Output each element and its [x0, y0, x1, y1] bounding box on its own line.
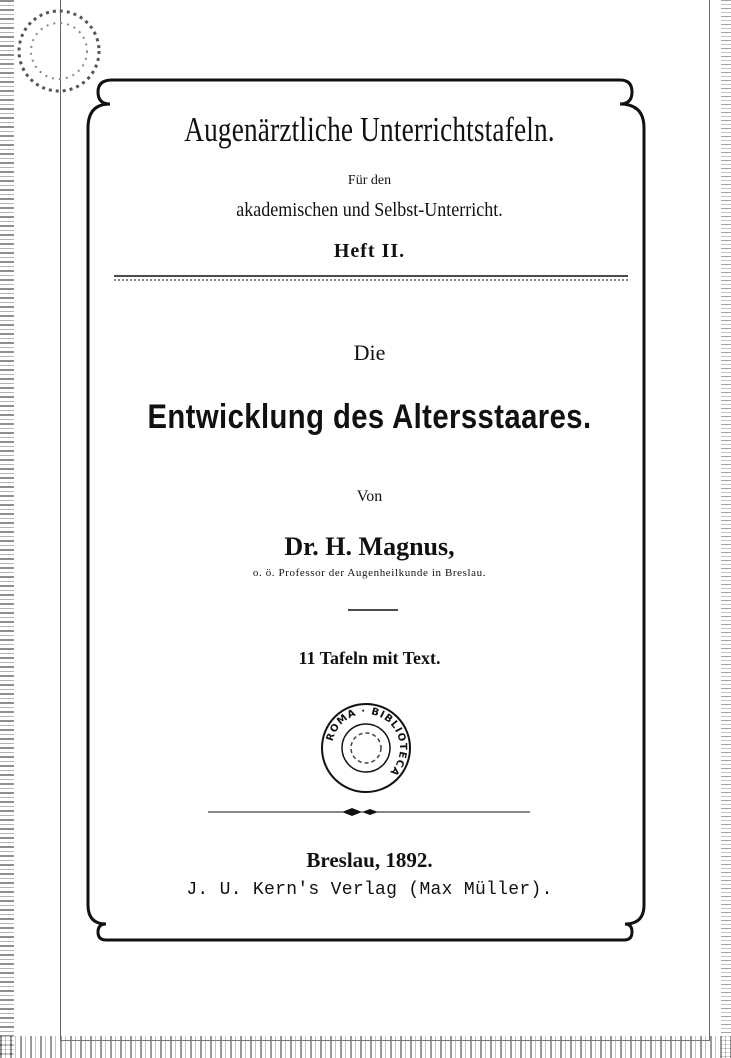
issue-number: Heft II.: [333, 240, 406, 262]
subtitle: akademischen und Selbst-Unterricht.: [236, 199, 503, 221]
series-title: Augenärztliche Unterrichtstafeln.: [184, 110, 555, 149]
main-title: Entwicklung des Altersstaares.: [147, 398, 592, 436]
article-prefix: Die: [353, 340, 386, 365]
library-stamp: [318, 700, 414, 796]
plates-count: 11 Tafeln mit Text.: [298, 648, 441, 668]
place-year: Breslau, 1892.: [306, 848, 433, 872]
author-name: Dr. H. Magnus,: [284, 532, 455, 561]
stamp-text: ROMA · BIBLIOTECA: [324, 705, 409, 779]
author-affiliation: o. ö. Professor der Augenheilkunde in Breslau.: [252, 567, 487, 579]
publisher: J. U. Kern's Verlag (Max Müller).: [186, 880, 553, 900]
for-line: Für den: [347, 173, 392, 188]
by-line: Von: [356, 488, 383, 505]
